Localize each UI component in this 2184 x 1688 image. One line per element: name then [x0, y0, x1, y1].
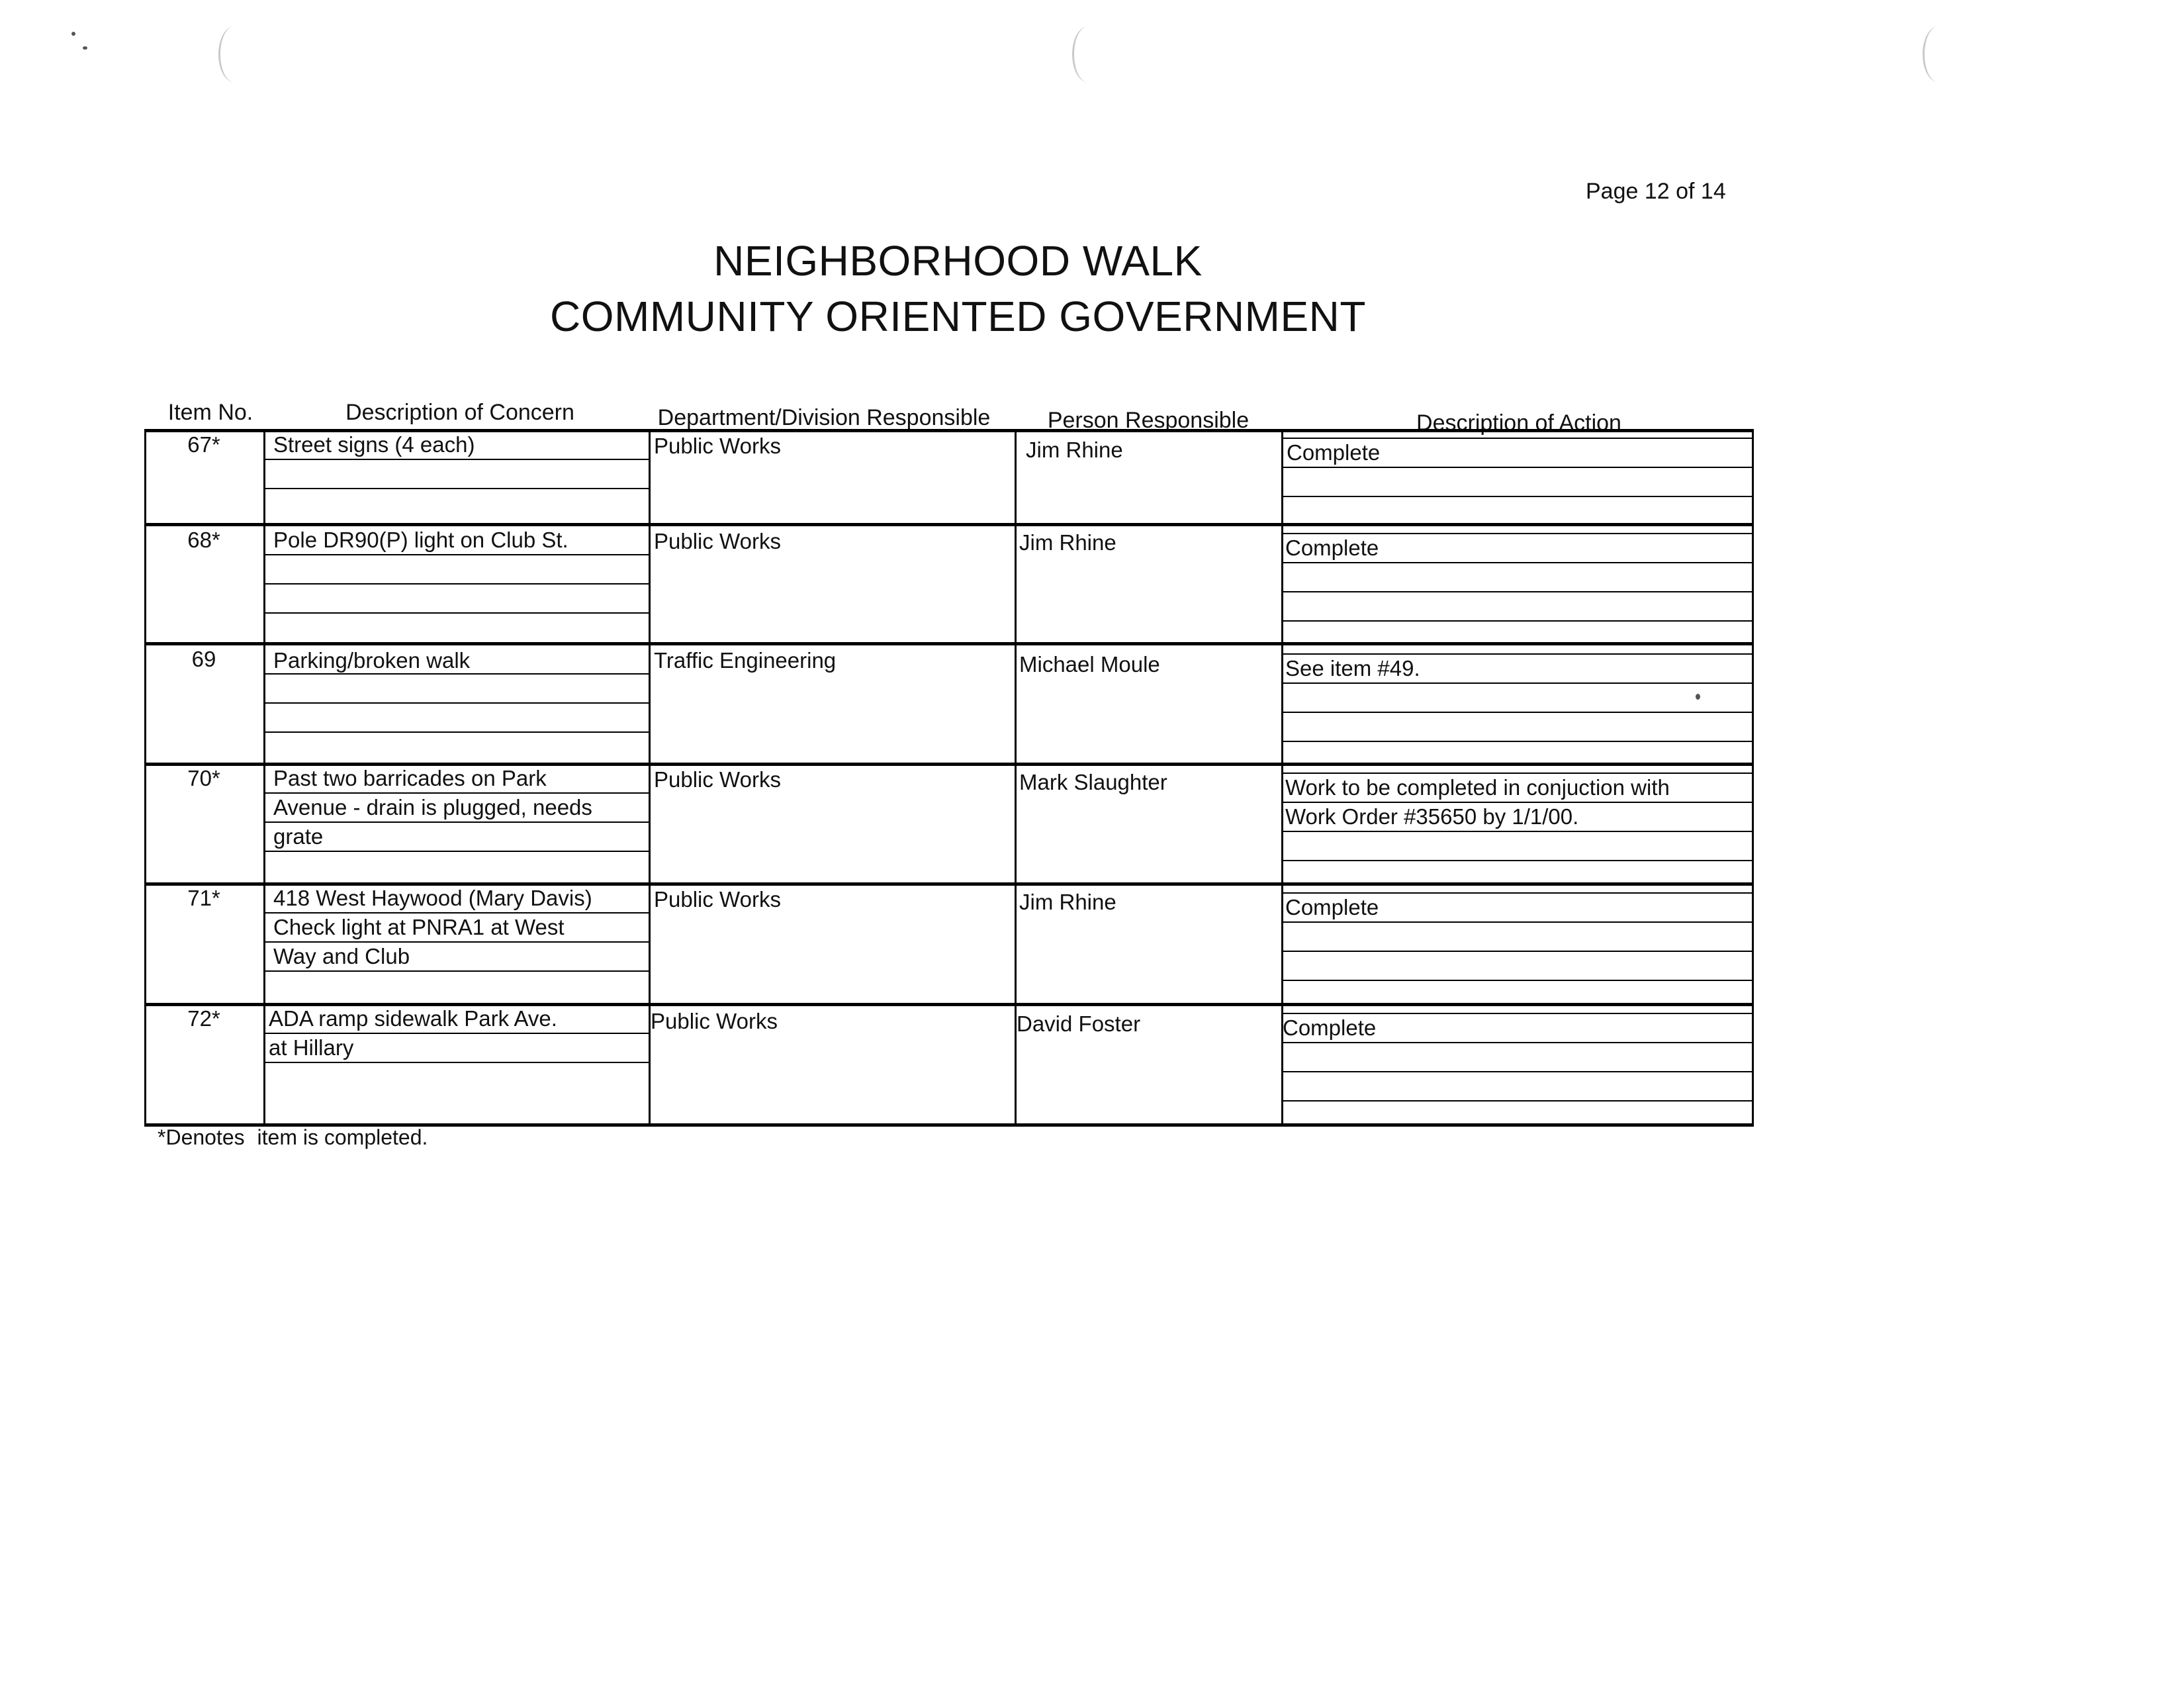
- cell-rule: [1281, 591, 1754, 592]
- cell-rule: [1281, 741, 1754, 742]
- footnote: [158, 1125, 428, 1150]
- item-number: 72*: [187, 1006, 220, 1031]
- cell-rule: [1281, 1042, 1754, 1043]
- page-title: NEIGHBORHOOD WALK: [713, 237, 1203, 285]
- cell-rule: [1281, 951, 1754, 952]
- cell-divider: [1015, 645, 1017, 763]
- cell-rule: [1281, 682, 1754, 684]
- concern-line: Parking/broken walk: [273, 648, 471, 673]
- cell-divider: [1015, 766, 1017, 883]
- cell-divider: [263, 1006, 265, 1123]
- cell-rule: [263, 702, 649, 704]
- cell-divider: [263, 886, 265, 1003]
- person: Mark Slaughter: [1019, 770, 1167, 794]
- table-row: [144, 1003, 1754, 1127]
- scan-speck: [71, 32, 75, 36]
- cell-divider: [1752, 526, 1754, 643]
- header-description: Description of Concern: [345, 400, 574, 425]
- item-number: 69: [191, 647, 216, 671]
- department: Traffic Engineering: [654, 648, 837, 673]
- department: Public Works: [654, 887, 781, 912]
- cell-divider: [263, 766, 265, 883]
- concern-line: Pole DR90(P) light on Club St.: [273, 528, 569, 552]
- person: David Foster: [1017, 1011, 1141, 1036]
- cell-rule: [1281, 1100, 1754, 1102]
- header-action: Description of Action: [1416, 410, 1621, 436]
- cell-rule: [1281, 496, 1754, 497]
- concern-line: Check light at PNRA1 at West: [273, 915, 565, 939]
- cell-rule: [1281, 860, 1754, 861]
- cell-rule: [263, 488, 649, 489]
- cell-divider: [1752, 1006, 1754, 1123]
- cell-rule: [1281, 620, 1754, 622]
- cell-divider: [1752, 766, 1754, 883]
- cell-divider: [1015, 526, 1017, 643]
- item-number: 70*: [187, 766, 220, 790]
- action-line: See item #49.: [1285, 656, 1420, 680]
- table-row: [144, 763, 1754, 883]
- concern-line: Way and Club: [273, 944, 410, 968]
- cell-rule: [263, 459, 649, 460]
- cell-divider: [649, 645, 651, 763]
- concern-line: grate: [273, 824, 324, 849]
- concern-line: Past two barricades on Park: [273, 766, 547, 790]
- action-line: Complete: [1285, 536, 1379, 560]
- scan-speck: [83, 46, 87, 50]
- table-row: [144, 882, 1754, 1003]
- cell-divider: [1281, 766, 1283, 883]
- footnote-marker: *Denotes: [158, 1125, 245, 1149]
- header-department: Department/Division Responsible: [657, 405, 991, 430]
- cell-divider: [1752, 645, 1754, 763]
- cell-rule: [263, 1062, 649, 1063]
- cell-rule: [1281, 831, 1754, 832]
- concern-line: at Hillary: [269, 1035, 354, 1060]
- action-line: Work to be completed in conjuction with: [1285, 775, 1670, 800]
- department: Public Works: [654, 434, 781, 458]
- cell-rule: [263, 612, 649, 614]
- person: Jim Rhine: [1019, 530, 1116, 555]
- cell-divider: [263, 526, 265, 643]
- page-number: Page 12 of 14: [1586, 179, 1726, 204]
- action-line: Complete: [1285, 895, 1379, 919]
- cell-divider: [1281, 645, 1283, 763]
- action-line: Complete: [1287, 440, 1381, 465]
- footnote-text: item is completed.: [257, 1125, 428, 1149]
- item-number: 71*: [187, 886, 220, 910]
- cell-rule: [1281, 712, 1754, 713]
- cell-divider: [1281, 886, 1283, 1003]
- cell-rule: [263, 970, 649, 972]
- cell-divider: [263, 645, 265, 763]
- cell-rule: [263, 851, 649, 852]
- cell-rule: [1281, 467, 1754, 468]
- cell-rule: [263, 731, 649, 733]
- cell-divider: [649, 766, 651, 883]
- cell-rule: [1281, 980, 1754, 981]
- person: Jim Rhine: [1019, 890, 1116, 914]
- header-item-no: Item No.: [167, 400, 253, 425]
- concern-line: Avenue - drain is plugged, needs: [273, 795, 592, 820]
- department: Public Works: [654, 767, 781, 792]
- concern-line: 418 West Haywood (Mary Davis): [273, 886, 592, 910]
- action-line: Complete: [1283, 1015, 1377, 1040]
- item-number: 67*: [187, 432, 220, 457]
- concern-line: ADA ramp sidewalk Park Ave.: [269, 1006, 557, 1031]
- table-row: [144, 642, 1754, 763]
- concern-line: Street signs (4 each): [273, 432, 475, 457]
- cell-divider: [649, 526, 651, 643]
- item-number: 68*: [187, 528, 220, 552]
- cell-divider: [1281, 526, 1283, 643]
- punch-hole-left: [218, 26, 250, 82]
- cell-rule: [1281, 562, 1754, 563]
- cell-rule: [1281, 1071, 1754, 1072]
- cell-divider: [1015, 886, 1017, 1003]
- table-row: [144, 523, 1754, 643]
- punch-hole-middle: [1072, 26, 1103, 82]
- action-line: Work Order #35650 by 1/1/00.: [1285, 804, 1579, 829]
- punch-hole-right: [1923, 26, 1954, 82]
- department: Public Works: [654, 529, 781, 553]
- department: Public Works: [651, 1009, 778, 1033]
- person: Jim Rhine: [1026, 438, 1123, 462]
- page-subtitle: COMMUNITY ORIENTED GOVERNMENT: [550, 293, 1366, 340]
- header-person: Person Responsible: [1047, 408, 1250, 433]
- cell-rule: [263, 583, 649, 585]
- person: Michael Moule: [1019, 652, 1160, 677]
- cell-divider: [649, 886, 651, 1003]
- cell-divider: [1752, 886, 1754, 1003]
- cell-rule: [1281, 921, 1754, 923]
- cell-rule: [263, 554, 649, 555]
